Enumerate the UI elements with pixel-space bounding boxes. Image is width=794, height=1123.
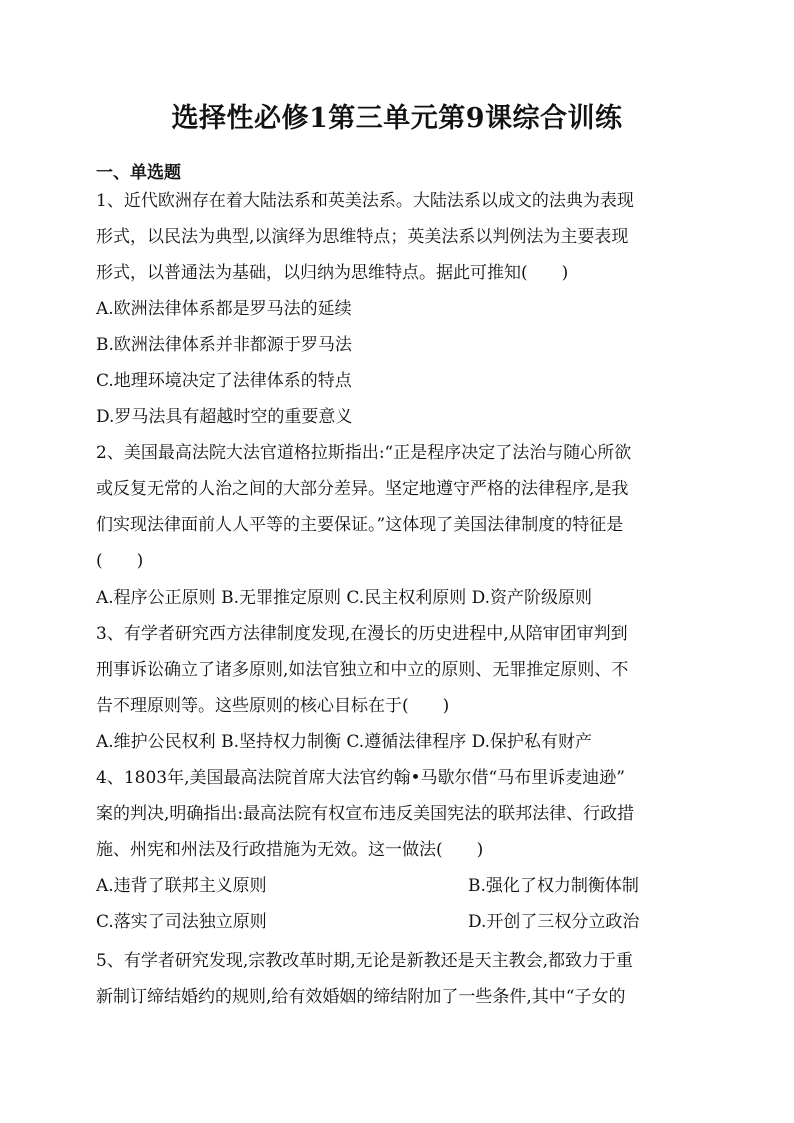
q2-line-4: ( ): [96, 551, 144, 571]
q5-line-1: 5、有学者研究发现,宗教改革时期,无论是新教还是天主教会,都致力于重: [96, 951, 634, 971]
q4-option-b: B.强化了权力制衡体制: [468, 876, 639, 896]
q3-line-3: 告不理原则等。这些原则的核心目标在于( ): [96, 696, 450, 716]
q4-line-3: 施、州宪和州法及行政措施为无效。这一做法( ): [96, 840, 484, 860]
q1-line-1: 1、近代欧洲存在着大陆法系和英美法系。大陆法系以成文的法典为表现: [96, 191, 634, 211]
q1-line-2: 形式，以民法为典型,以演绎为思维特点；英美法系以判例法为主要表现: [96, 227, 629, 247]
q1-line-3: 形式，以普通法为基础，以归纳为思维特点。据此可推知( ): [96, 263, 569, 283]
q1-option-b: B.欧洲法律体系并非都源于罗马法: [96, 335, 352, 355]
q3-line-1: 3、有学者研究西方法律制度发现,在漫长的历史进程中,从陪审团审判到: [96, 624, 628, 644]
q2-options: A.程序公正原则 B.无罪推定原则 C.民主权利原则 D.资产阶级原则: [96, 588, 593, 608]
page-title: 选择性必修1第三单元第9课综合训练: [171, 103, 623, 134]
q4-line-1: 4、1803年,美国最高法院首席大法官约翰•马歇尔借“马布里诉麦迪逊”: [96, 768, 625, 788]
q2-line-1: 2、美国最高法院大法官道格拉斯指出:“正是程序决定了法治与随心所欲: [96, 443, 632, 463]
q5-line-2: 新制订缔结婚约的规则,给有效婚姻的缔结附加了一些条件,其中“子女的: [96, 987, 626, 1007]
q4-option-d: D.开创了三权分立政治: [468, 912, 640, 932]
q3-line-2: 刑事诉讼确立了诸多原则,如法官独立和中立的原则、无罪推定原则、不: [96, 660, 629, 680]
section-heading: 一、单选题: [96, 163, 181, 183]
q4-options-row-2: [96, 911, 706, 933]
q3-options: A.维护公民权利 B.坚持权力制衡 C.遵循法律程序 D.保护私有财产: [96, 732, 593, 752]
q1-option-a: A.欧洲法律体系都是罗马法的延续: [96, 299, 352, 319]
q1-option-d: D.罗马法具有超越时空的重要意义: [96, 407, 353, 427]
q1-option-c: C.地理环境决定了法律体系的特点: [96, 371, 352, 391]
q4-options-row-1: [96, 875, 706, 897]
q2-line-3: 们实现法律面前人人平等的主要保证。”这体现了美国法律制度的特征是: [96, 515, 624, 535]
q4-option-a: A.违背了联邦主义原则: [96, 876, 267, 896]
q2-line-2: 或反复无常的人治之间的大部分差异。坚定地遵守严格的法律程序,是我: [96, 479, 629, 499]
q4-line-2: 案的判决,明确指出:最高法院有权宣布违反美国宪法的联邦法律、行政措: [96, 804, 635, 824]
q4-option-c: C.落实了司法独立原则: [96, 912, 267, 932]
